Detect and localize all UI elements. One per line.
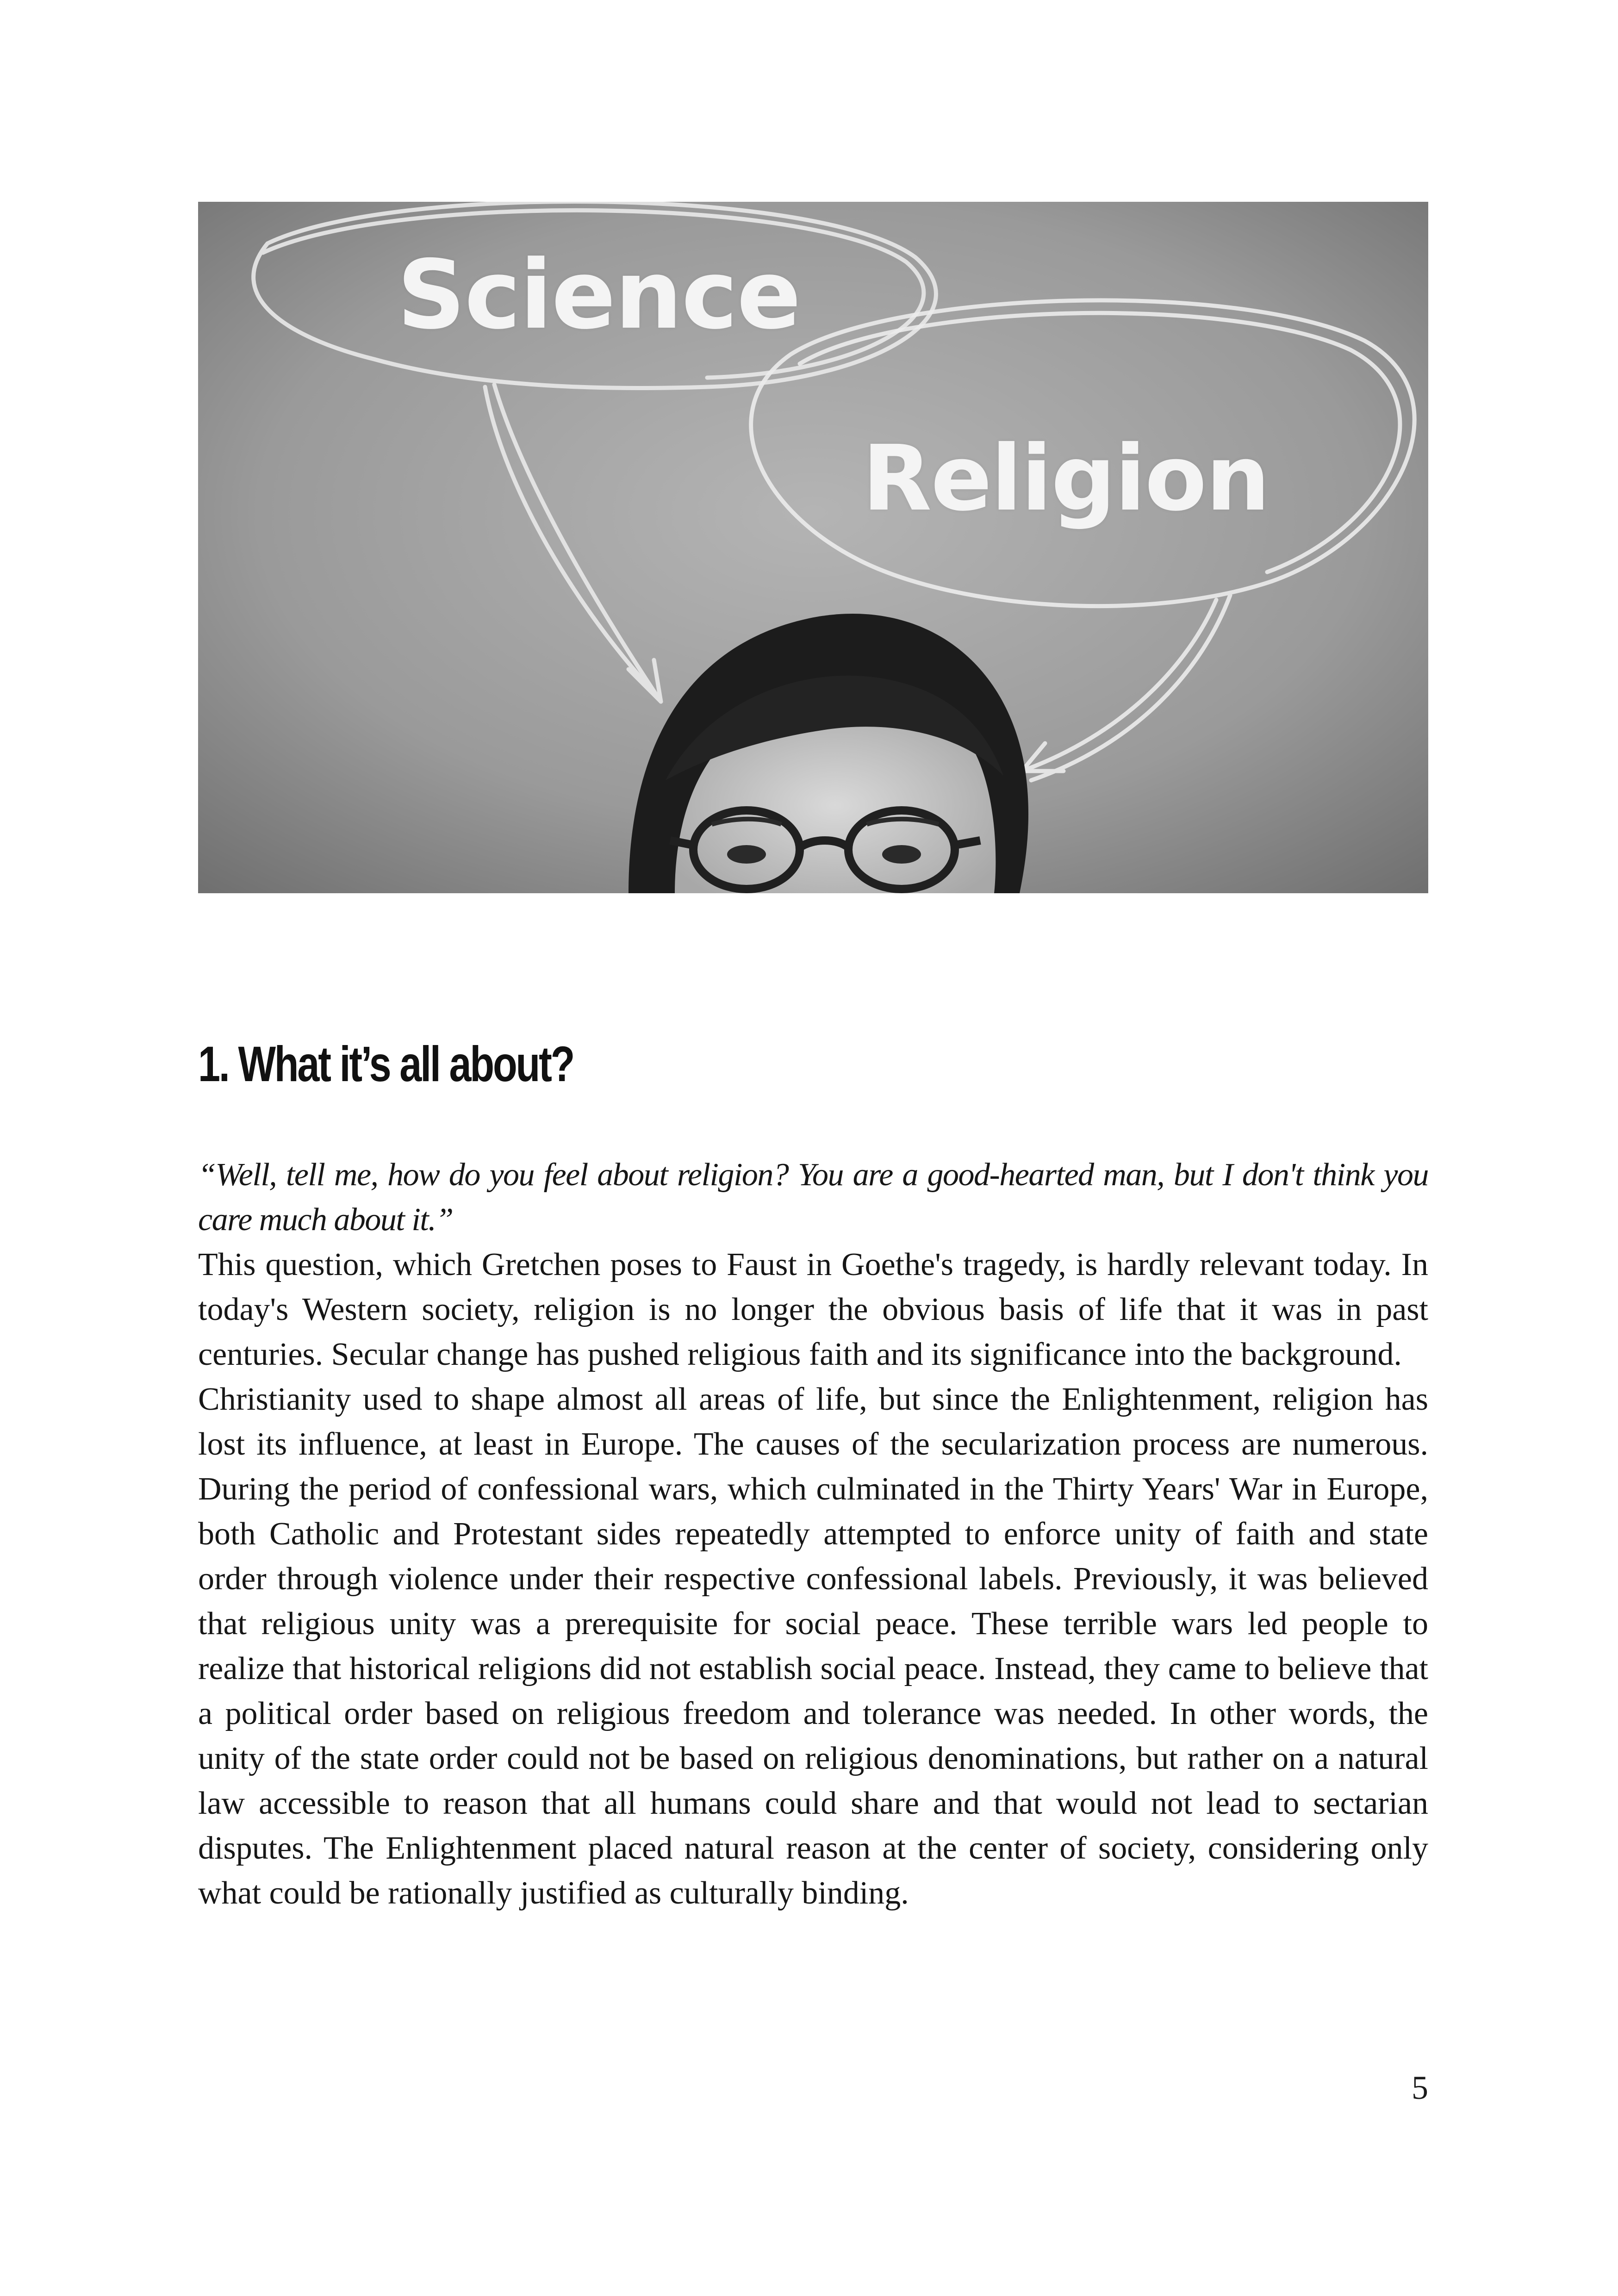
paragraph-1: This question, which Gretchen poses to Faust in Goethe's tragedy, is hardly relevant today. In today's Western society, religion is no longer the obvious basis of life that it was in past centuries. Secular change has pushed religious faith and its significance into the background. [198,1247,1428,1372]
chalkboard-illustration [198,202,1428,893]
paragraph-2: Christianity used to shape almost all areas of life, but since the Enlightenment, religion has lost its influence, at least in Europe. The causes of the secularization process are numerous. During the period of confessional wars, which culminated in the Thirty Years' War in Europe, both Catholic and Protestant sides repeatedly attempted to enforce unity of faith and state order through violence under their respective confessional labels. Previously, it was believed that religious unity was a prerequisite for social peace. These terrible wars led people to realize that historical religions did not establish social peace. Instead, they came to believe that a political order based on religious freedom and tolerance was needed. In other words, the unity of the state order could not be based on religious denominations, but rather on a natural law accessible to reason that all humans could share and that would not lead to sectarian disputes. The Enlightenment placed natural reason at the center of society, considering only what could be rationally justified as culturally binding. [198,1381,1428,1911]
hero-word-religion: Religion [862,426,1270,531]
hero-image [198,202,1428,893]
opening-quote: “Well, tell me, how do you feel about religion? You are a good-hearted man, but I don't think you care much about it.” [198,1157,1428,1238]
section-heading: 1. What it’s all about? [198,1036,574,1092]
hero-word-science: Science [397,240,800,350]
body-text [198,1152,1428,1916]
page-number: 5 [1412,2069,1428,2106]
